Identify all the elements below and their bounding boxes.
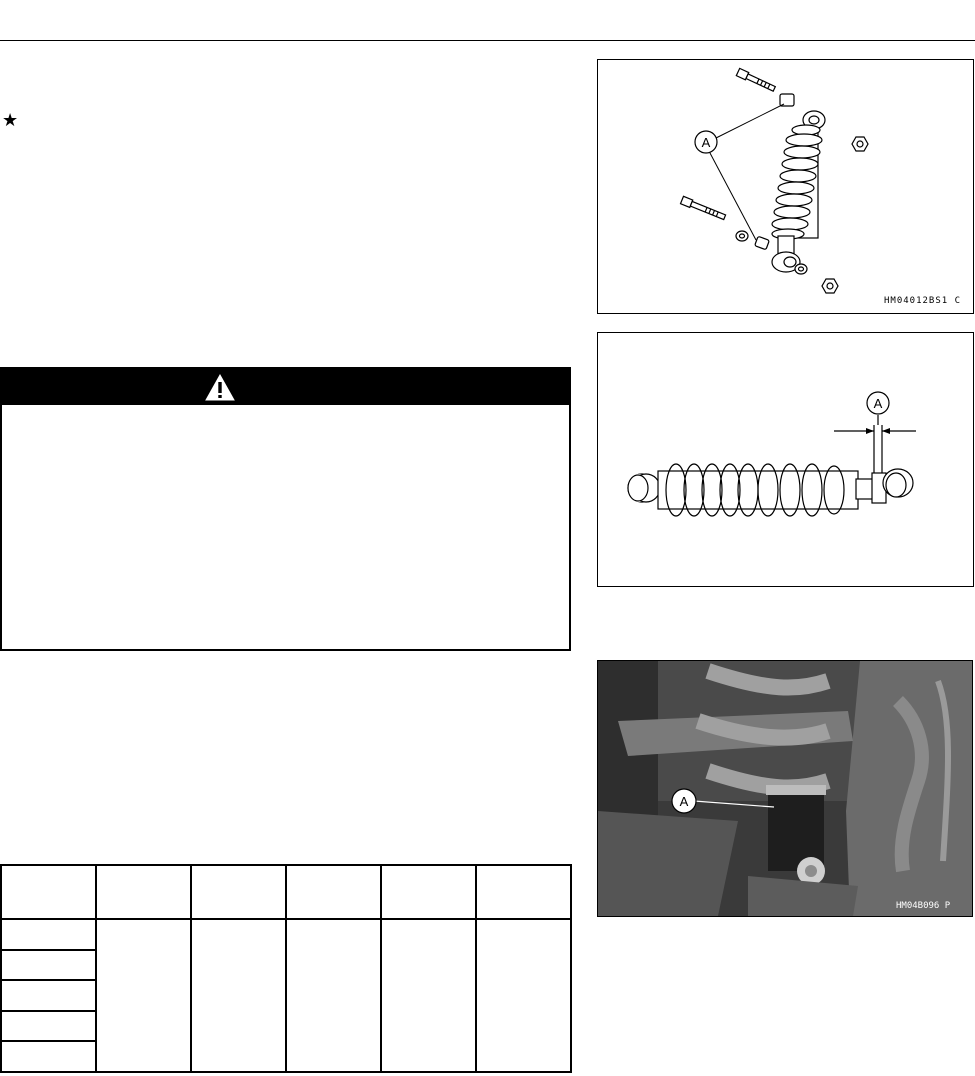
table-cell: [1, 1011, 96, 1042]
table-row: [1, 919, 571, 950]
figure-shock-photo: [597, 660, 973, 917]
table-cell: [381, 919, 476, 1072]
table-header-cell: [476, 865, 571, 919]
warning-triangle-icon: [205, 374, 235, 401]
table-header-cell: [1, 865, 96, 919]
table-cell: [191, 919, 286, 1072]
procedure-star-bullet: ★: [2, 110, 19, 131]
table-header-cell: [96, 865, 191, 919]
table-cell: [96, 919, 191, 1072]
header-rule: [0, 40, 975, 41]
warning-box: [0, 367, 571, 651]
shock-dimension-illustration: [598, 333, 973, 586]
specification-table: [0, 864, 572, 1073]
table-cell: [1, 980, 96, 1011]
table-cell: [1, 919, 96, 950]
shock-exploded-illustration: [598, 60, 973, 313]
table-header-cell: [381, 865, 476, 919]
figure-code: HM04012BS1 C: [884, 296, 962, 306]
figure-code: HM04B096 P: [896, 901, 951, 911]
table-header-cell: [286, 865, 381, 919]
figure-shock-exploded: [597, 59, 974, 314]
table-cell: [1, 950, 96, 981]
callout-a-label: A: [701, 135, 711, 150]
figure-shock-dimension: [597, 332, 974, 587]
table-cell: [476, 919, 571, 1072]
callout-a-label: A: [873, 396, 883, 411]
callout-a-label: A: [679, 794, 689, 809]
warning-header: [2, 369, 569, 405]
table-cell: [1, 1041, 96, 1072]
shock-installed-photo: [598, 661, 972, 916]
table-header-cell: [191, 865, 286, 919]
table-header-row: [1, 865, 571, 919]
table-cell: [286, 919, 381, 1072]
